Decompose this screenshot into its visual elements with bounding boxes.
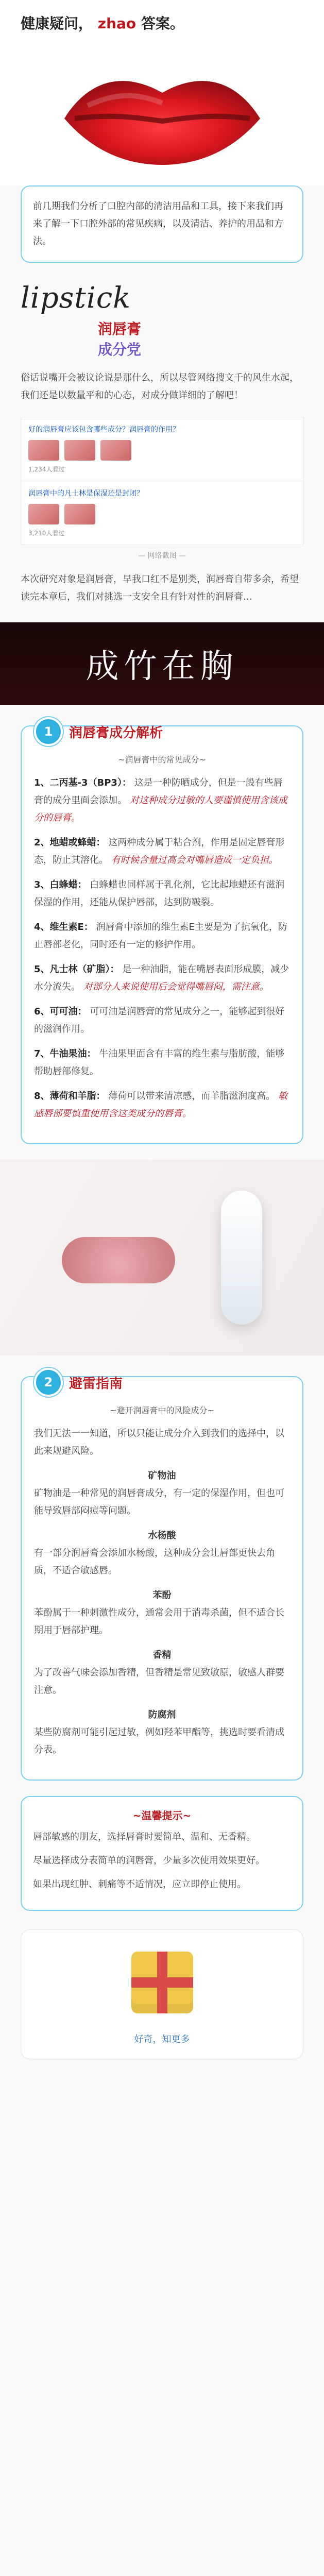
ingredient-lead: 3、白蜂蜡： [34,879,87,890]
tips-paragraph: 唇部敏感的朋友，选择唇膏时要简单、温和、无香精。 [33,1832,255,1842]
section-1-box [21,725,303,1144]
risk-text: 矿物油是一种常见的润唇膏成分，有一定的保湿作用，但也可能导致唇部闷痘等问题。 [34,1488,284,1516]
ingredient-text: 润唇膏中添加的维生素E主要是为了抗氧化，防止唇部老化，同时还有一定的修护作用。 [34,922,287,950]
thumb-image [28,504,59,524]
lipstick-header [21,281,303,315]
intro-card [21,185,303,263]
section-1 [21,725,303,1144]
ingredient-warning: 对部分人来说使用后会觉得嘴唇闷，需注意。 [83,981,269,992]
section-2-number-badge: 2 [34,1368,63,1397]
risk-text: 有一部分润唇膏会添加水杨酸，这种成分会让唇部更快去角质，不适合敏感唇。 [34,1548,275,1576]
section-1-subtitle: ~润唇膏中的常见成分~ [118,755,206,765]
thumb-image [28,440,59,461]
ingredient-item [34,961,290,996]
ingredient-warning: 有时候含量过高会对嘴唇造成一定负担。 [111,855,278,866]
thumb-image [64,440,95,461]
risk-subhead: 香精 [152,1650,172,1660]
section-2-header [34,1368,290,1397]
ingredient-lead: 8、薄荷和羊脂： [34,1091,106,1101]
ingredient-lead: 2、地蜡或蜂蜡： [34,837,106,848]
gift-ribbon-horizontal [131,1977,193,1988]
ingredient-item [34,1045,290,1080]
screenshot-title-2: 润唇膏中的凡士林是保湿还是封闭？ [28,489,144,498]
ingredient-text: 牛油果里面含有丰富的维生素与脂肪酸，能够帮助唇部修复。 [34,1048,285,1077]
screenshot-meta-1: 1,234人看过 [28,466,65,473]
tips-title: ~温馨提示~ [132,1809,192,1822]
ingredient-item [34,1088,290,1123]
thumb-image [100,440,131,461]
paragraph-1: 俗话说嘴开会被议论说是那什么，所以尽管网络搜文千的风生水起，我们还是以数量平和的心态，对成分做详细的了解吧！ [21,372,299,401]
section-2 [21,1376,303,1781]
banner-title: 成竹在胸 [86,648,238,686]
lipstick-subtitle [98,318,303,359]
lipstick-word: lipstick [21,281,131,315]
hero-title-accent: zhao [97,15,137,32]
ingredient-text: 这两种成分属于粘合剂，作用是固定唇膏形态，防止其溶化。 [34,837,285,866]
ingredient-item [34,876,290,911]
hero-title [21,12,184,33]
ingredient-warning: 对这种成分过敏的人要谨慎使用含该成分的唇膏。 [34,795,287,823]
middle-photo [0,1160,324,1355]
lips-illustration [54,57,270,170]
section-1-title: 润唇膏成分解析 [69,725,163,741]
intro-card-text: 前几期我们分析了口腔内部的清洁用品和工具，接下来我们再来了解一下口腔外部的常见疾病，以及清洁、养护的用品和方法。 [33,201,283,247]
screenshots-caption: — 网络截图 — [138,552,186,560]
section-1-header [34,717,290,746]
ingredient-lead: 5、凡士林（矿脂）： [34,964,120,975]
footer-card [21,1929,303,2059]
ingredient-item [34,1003,290,1038]
risk-text: 为了改善气味会添加香精，但香精是常见致敏原，敏感人群要注意。 [34,1667,284,1696]
lipstick-sub-purple: 成分党 [98,341,142,358]
hero-title-suffix: 答案。 [141,15,184,32]
ingredient-lead: 6、可可油： [34,1006,87,1017]
screenshots-box [21,417,303,545]
footer-label: 好奇，知更多 [134,2034,190,2045]
section-2-box [21,1376,303,1781]
ingredient-text: 白蜂蜡也同样属于乳化剂，它比起地蜡还有滋润保湿的作用，还能从保护唇部，达到防皲裂。 [34,879,285,908]
lipbalm-stick-shape [221,1191,262,1325]
risk-subhead: 水杨酸 [148,1530,176,1541]
ingredient-text: 是一种油脂，能在嘴唇表面形成膜，减少水分流失。 [34,964,289,992]
section-2-intro: 我们无法一一知道，所以只能让成分介入到我们的选择中，以此来规避风险。 [34,1428,284,1456]
hero-title-prefix: 健康疑问， [21,15,93,32]
tips-card [21,1796,303,1911]
screenshot-title-1: 好的润唇膏应该包含哪些成分？润唇膏的作用？ [28,426,180,434]
ingredient-text: 薄荷可以带来清凉感，而羊脂滋润度高。 [108,1091,276,1101]
section-1-number-badge: 1 [34,717,63,746]
screenshot-item-2 [21,481,303,545]
screenshot-item-1 [21,417,303,481]
risk-subhead: 矿物油 [148,1470,176,1481]
ingredient-item [34,919,290,954]
lipstick-sub-red: 润唇膏 [98,320,142,337]
lipstick-section [0,281,324,359]
ingredient-lead: 1、二丙基-3（BP3）： [34,777,131,788]
ingredient-item [34,774,290,827]
paragraph-2: 本次研究对象是润唇膏，早我口红不是别类，润唇膏自带多余，希望读完本章后，我们对挑选一支安全且有针对性的润唇膏… [21,574,299,602]
section-2-title: 避雷指南 [69,1376,123,1392]
risk-text: 苯酚属于一种刺激性成分，通常会用于消毒杀菌，但不适合长期用于唇部护理。 [34,1607,284,1636]
screenshot-thumbs-2 [28,504,296,524]
lips-photo-shape [62,1237,175,1283]
screenshot-thumbs-1 [28,440,296,461]
hero-section [0,0,324,185]
ingredient-lead: 7、牛油果油： [34,1048,96,1059]
ingredient-lead: 4、维生素E： [34,922,93,933]
risk-subhead: 防腐剂 [148,1709,176,1720]
tips-paragraph: 如果出现红肿、刺痛等不适情况，应立即停止使用。 [33,1879,246,1890]
ingredient-item [34,834,290,869]
section-2-subtitle: ~避开润唇膏中的风险成分~ [110,1405,214,1415]
ingredient-text: 可可油是润唇膏的常见成分之一，能够起到很好的滋润作用。 [34,1006,285,1035]
banner [0,622,324,705]
risk-subhead: 苯酚 [152,1590,172,1601]
ingredient-text: 这是一种防晒成分，但是一般有些唇膏的成分里面会添加。 [34,777,283,806]
ingredient-warning: 敏感唇部要慎重使用含这类成分的唇膏。 [34,1091,287,1119]
risk-text: 某些防腐剂可能引起过敏，例如羟苯甲酯等，挑选时要看清成分表。 [34,1727,284,1755]
screenshot-meta-2: 3,210人看过 [28,530,65,537]
thumb-image [64,504,95,524]
tips-paragraph: 尽量选择成分表简单的润唇膏，少量多次使用效果更好。 [33,1855,265,1866]
